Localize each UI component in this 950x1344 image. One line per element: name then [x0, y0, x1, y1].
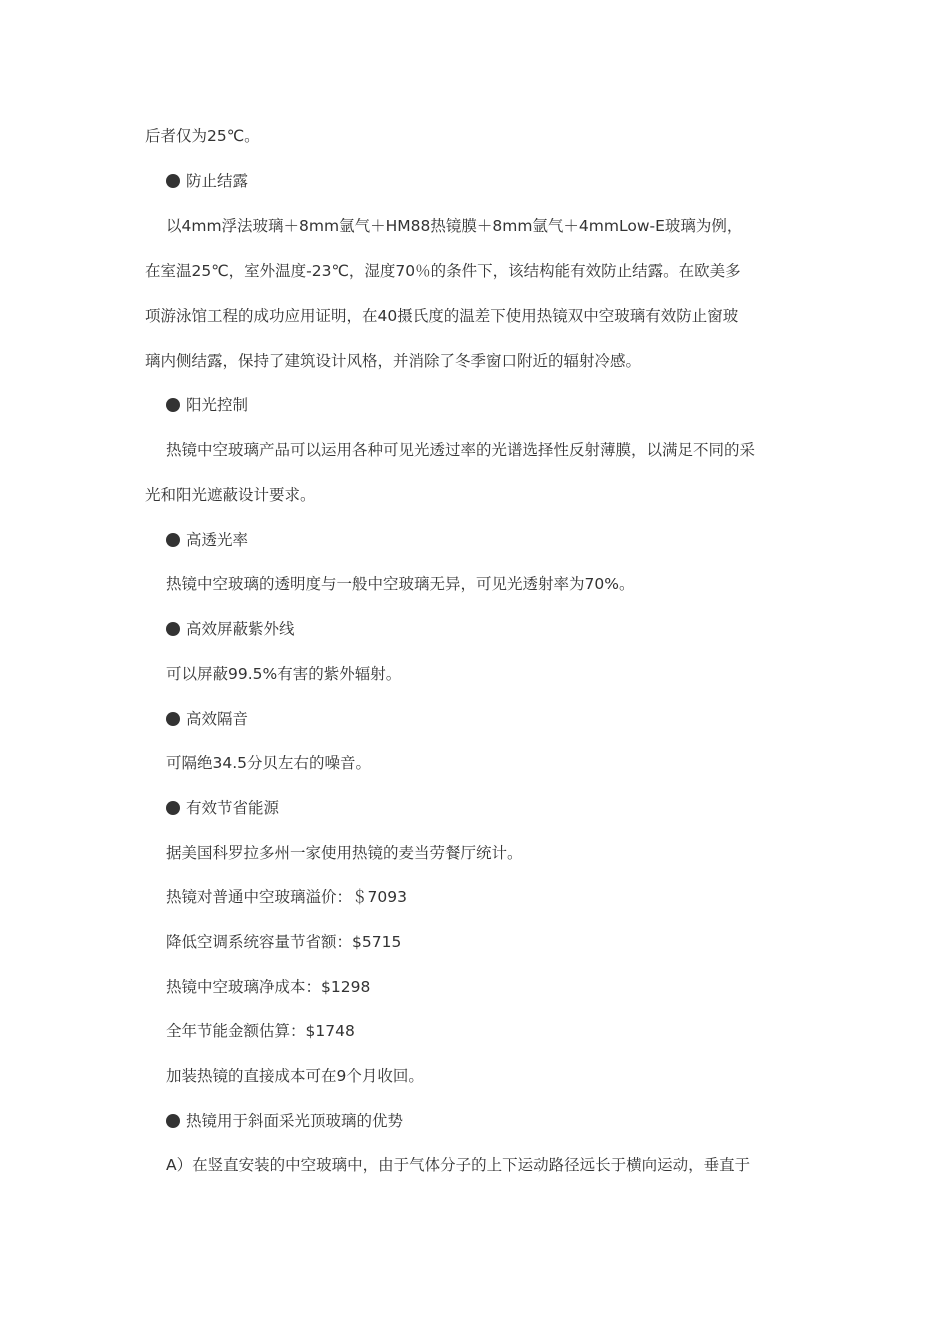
bullet-heading: [166, 1111, 403, 1131]
paragraph-line: 项游泳馆工程的成功应用证明，在40摄氏度的温差下使用热镜双中空玻璃有效防止窗玻: [145, 307, 739, 325]
heading-text: 高透光率: [186, 531, 249, 549]
bullet-icon: [166, 174, 180, 188]
paragraph-line: 加装热镜的直接成本可在9个月收回。: [166, 1067, 424, 1085]
bullet-icon: [166, 1114, 180, 1128]
bullet-icon: [166, 398, 180, 412]
bullet-heading: [166, 530, 248, 550]
paragraph-line: 全年节能金额估算：$1748: [166, 1022, 355, 1040]
paragraph-line: 热镜中空玻璃的透明度与一般中空玻璃无异，可见光透射率为70%。: [166, 575, 635, 593]
heading-text: 有效节省能源: [186, 799, 280, 817]
heading-text: 阳光控制: [186, 396, 249, 414]
heading-text: 热镜用于斜面采光顶玻璃的优势: [186, 1112, 404, 1130]
bullet-heading: [166, 709, 248, 729]
bullet-icon: [166, 801, 180, 815]
paragraph-line: 可隔绝34.5分贝左右的噪音。: [166, 754, 372, 772]
paragraph-line: 可以屏蔽99.5%有害的紫外辐射。: [166, 665, 402, 683]
bullet-heading: [166, 171, 248, 191]
paragraph-line: A）在竖直安装的中空玻璃中，由于气体分子的上下运动路径远长于横向运动，垂直于: [166, 1156, 751, 1174]
paragraph-line: 在室温25℃，室外温度-23℃，湿度70％的条件下，该结构能有效防止结露。在欧美多: [145, 262, 741, 280]
heading-text: 高效屏蔽紫外线: [186, 620, 295, 638]
bullet-heading: [166, 619, 295, 639]
bullet-icon: [166, 533, 180, 547]
paragraph-line: 降低空调系统容量节省额：$5715: [166, 933, 402, 951]
paragraph-line: 热镜中空玻璃净成本：$1298: [166, 978, 371, 996]
bullet-icon: [166, 622, 180, 636]
paragraph-line: 热镜对普通中空玻璃溢价：＄7093: [166, 888, 407, 906]
heading-text: 防止结露: [186, 172, 249, 190]
paragraph-line: 璃内侧结露，保持了建筑设计风格，并消除了冬季窗口附近的辐射冷感。: [145, 352, 642, 370]
paragraph-line: 光和阳光遮蔽设计要求。: [145, 486, 316, 504]
heading-text: 高效隔音: [186, 710, 249, 728]
bullet-icon: [166, 712, 180, 726]
paragraph-line: 后者仅为25℃。: [145, 127, 260, 145]
paragraph-line: 以4mm浮法玻璃＋8mm氩气＋HM88热镜膜＋8mm氩气＋4mmLow-E玻璃为例，: [166, 217, 743, 235]
paragraph-line: 据美国科罗拉多州一家使用热镜的麦当劳餐厅统计。: [166, 844, 523, 862]
paragraph-line: 热镜中空玻璃产品可以运用各种可见光透过率的光谱选择性反射薄膜，以满足不同的采: [166, 441, 756, 459]
bullet-heading: [166, 798, 279, 818]
bullet-heading: [166, 395, 248, 415]
